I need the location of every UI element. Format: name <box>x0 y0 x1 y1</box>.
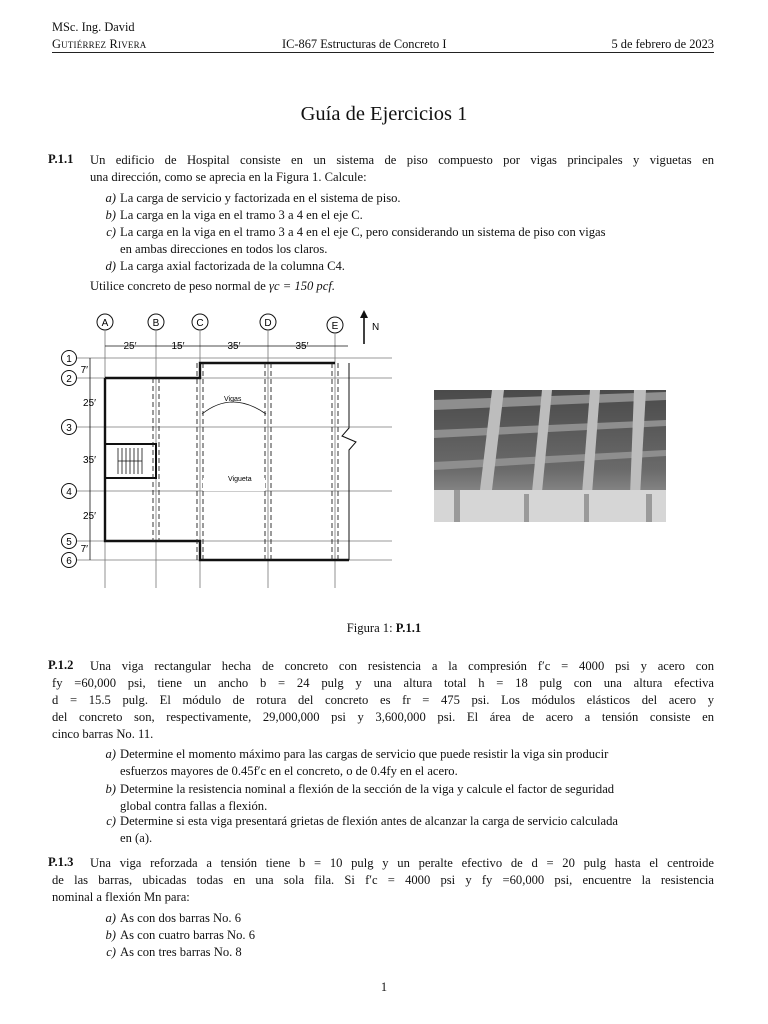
course-title: IC-867 Estructuras de Concreto I <box>282 37 447 51</box>
row-bubble-1 <box>62 351 77 366</box>
svg-text:C: C <box>196 318 204 329</box>
problem-label-1: P.1.1 <box>48 152 74 166</box>
dim-left-1: 7′ <box>80 365 88 376</box>
figure-caption: Figura 1: P.1.1 <box>346 621 422 635</box>
problem-2-line2: fy =60,000 psi, tiene un ancho b = 24 pulg y una altura total h = 18 pulg con una altura efectiva <box>52 676 714 690</box>
axis-bubble-c <box>192 314 208 330</box>
problem-2-line1: Una viga rectangular hecha de concreto con resistencia a la compresión f′c = 4000 psi y acero con <box>90 659 714 673</box>
dim-top-2: 15′ <box>171 341 185 352</box>
header-date: 5 de febrero de 2023 <box>611 37 714 51</box>
row-bubble-6 <box>62 553 77 568</box>
problem-3-line2: de las barras, ubicadas todas en una sola fila. Si f′c = 4000 psi y fy =60,000 psi, encuentre la resistencia <box>52 873 714 887</box>
problem-2-line3: d = 15.5 pulg. El módulo de rotura del concreto es fr = 475 psi. Los módulos elásticos del acero y <box>52 693 714 707</box>
axis-bubble-b <box>148 314 164 330</box>
north-arrow-icon <box>360 310 379 344</box>
svg-text:2: 2 <box>66 374 72 385</box>
problem-1-item-d: d) La carga axial factorizada de la columna C4. <box>105 259 345 273</box>
problem-3-item-c: c) As con tres barras No. 8 <box>106 945 242 959</box>
problem-1-text-line1: Un edificio de Hospital consiste en un sistema de piso compuesto por vigas principales y viguetas en <box>90 153 714 167</box>
axis-bubble-d <box>260 314 276 330</box>
vigas-leader <box>202 402 266 414</box>
svg-text:5: 5 <box>66 537 72 548</box>
svg-text:D: D <box>264 318 272 329</box>
problem-3-line3: nominal a flexión Mn para: <box>52 890 190 904</box>
problem-1-item-b: b) La carga en la viga en el tramo 3 a 4 en el eje C. <box>105 208 363 222</box>
author-name-line1: MSc. Ing. David <box>52 20 135 34</box>
problem-label-2: P.1.2 <box>48 658 74 672</box>
floor-plan-figure <box>52 308 404 596</box>
problem-2-item-a: a) Determine el momento máximo para las cargas de servicio que puede resistir la viga sin producir esfuerzos mayores de 0.45f′c en el concreto, o de 0.4fy en el acero. <box>105 747 609 778</box>
svg-text:N: N <box>372 322 380 333</box>
dim-left-3: 35′ <box>83 455 96 466</box>
row-bubble-4 <box>62 484 77 499</box>
dim-top-3: 35′ <box>227 341 241 352</box>
problem-2-line5: cinco barras No. 11. <box>52 727 154 741</box>
page-title: Guía de Ejercicios 1 <box>300 103 468 125</box>
problem-2-item-b: b) Determine la resistencia nominal a flexión de la sección de la viga y calcule el factor de seguridad global contra fallas a flexión. <box>105 782 615 813</box>
problem-1-text-line2: una dirección, como se aprecia en la Figura 1. Calcule: <box>90 170 367 184</box>
label-vigueta: Vigueta <box>228 476 252 483</box>
svg-text:4: 4 <box>66 487 72 498</box>
label-vigas: Vigas <box>224 396 242 403</box>
problem-1-item-c: c) La carga en la viga en el tramo 3 a 4 en el eje C, pero considerando un sistema de piso con vigas en ambas direcciones en todos los claros. <box>106 225 606 256</box>
stair-block <box>105 444 156 478</box>
dim-left-4: 25′ <box>83 511 96 522</box>
problem-2-line4: del concreto son, respectivamente, 29,000,000 psi y 3,600,000 psi. El área de acero a tensión consiste en <box>52 710 714 724</box>
dim-left-5: 7′ <box>80 544 88 555</box>
problem-3-item-a: a) As con dos barras No. 6 <box>105 911 242 925</box>
problem-1-note: Utilice concreto de peso normal de γc = 150 pcf. <box>90 279 335 293</box>
floor-system-photo <box>434 390 666 522</box>
svg-text:E: E <box>331 321 339 332</box>
dim-top-4: 35′ <box>295 341 309 352</box>
problem-2-item-c: c) Determine si esta viga presentará grietas de flexión antes de alcanzar la carga de servicio calculada en (a). <box>106 814 619 845</box>
problem-3-item-b: b) As con cuatro barras No. 6 <box>105 928 255 942</box>
row-bubble-5 <box>62 534 77 549</box>
axis-bubble-a <box>97 314 113 330</box>
header-rule <box>52 52 714 53</box>
row-bubble-3 <box>62 420 77 435</box>
page-number: 1 <box>380 980 388 994</box>
axis-bubble-e <box>327 317 343 333</box>
svg-text:A: A <box>101 318 109 329</box>
svg-text:6: 6 <box>66 556 72 567</box>
dim-top-1: 25′ <box>123 341 137 352</box>
svg-text:3: 3 <box>66 423 72 434</box>
problem-3-line1: Una viga reforzada a tensión tiene b = 10 pulg y un peralte efectivo de d = 20 pulg hasta el centroide <box>90 856 714 870</box>
dim-left-2: 25′ <box>83 398 96 409</box>
svg-text:B: B <box>152 318 160 329</box>
svg-text:1: 1 <box>66 354 72 365</box>
problem-1-item-a: a) La carga de servicio y factorizada en el sistema de piso. <box>105 191 401 205</box>
row-bubble-2 <box>62 371 77 386</box>
author-name-line2: Gutiérrez Rivera <box>52 37 147 51</box>
problem-label-3: P.1.3 <box>48 855 74 869</box>
